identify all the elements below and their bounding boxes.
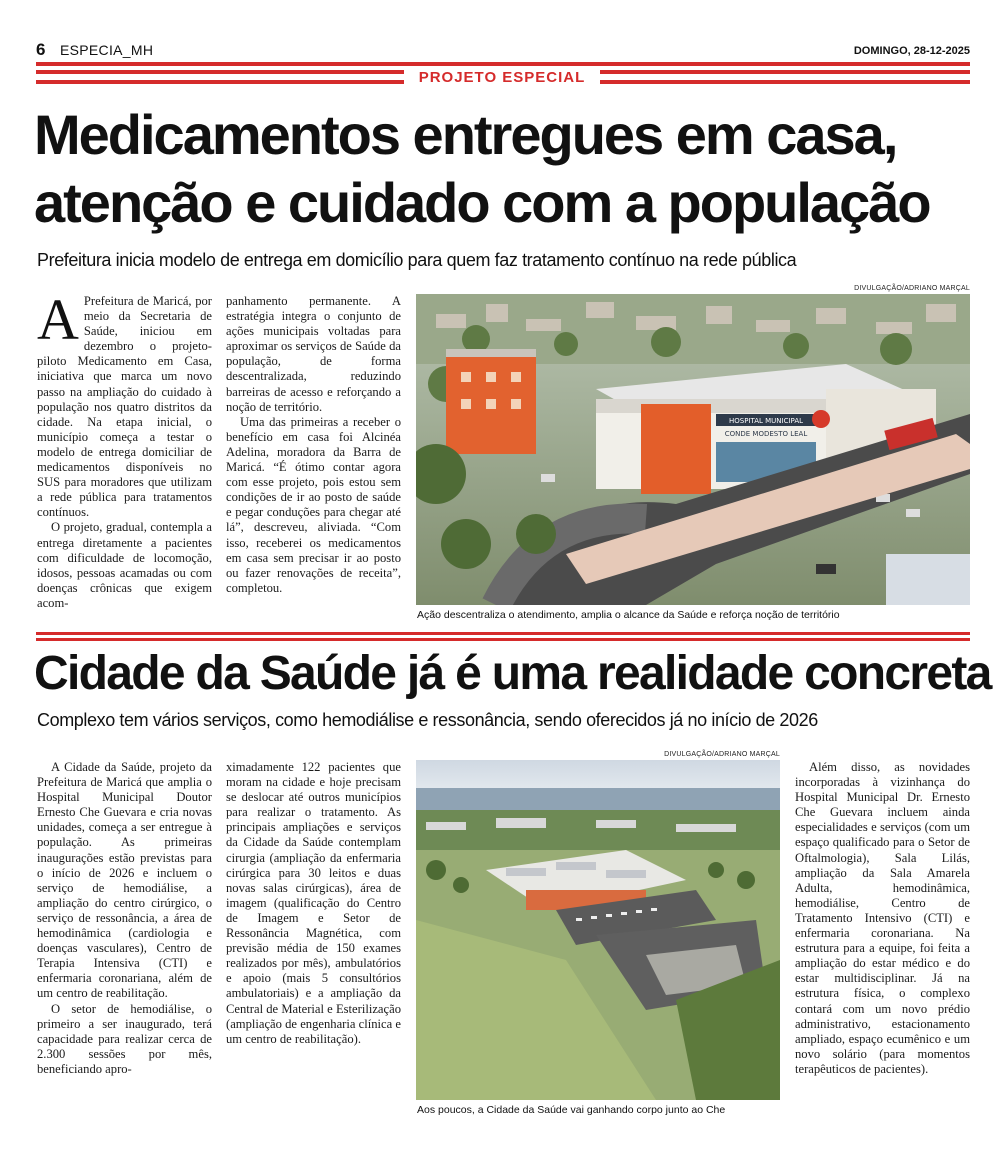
- story2-headline: Cidade da Saúde já é uma realidade concreta: [34, 647, 991, 700]
- hospital-sign-line2: CONDE MODESTO LEAL: [724, 430, 808, 438]
- story-divider-top: [36, 632, 970, 635]
- story1-col2-paragraph-1: panhamento permanente. A estratégia integra o conjunto de ações municipais voltadas para aproximar os serviços de Saúde da população, de forma descentralizada, reduzindo barreiras de acesso e reforçando a noção de território.: [226, 294, 401, 414]
- story1-col2-paragraph-2: Uma das primeiras a receber o benefício em casa foi Alcinéa Adelina, moradora da Barra de Maricá. “É ótimo contar agora com esse projeto, pois estou sem condições de ir ao posto de saúde e pegar conduções para chegar até lá”, descreveu, aliviada. “Com isso, receberei os medicamentos em casa sem precisar ir ao posto ou fazer renovações de receita”, completou.: [226, 414, 401, 595]
- cidade-da-saude-illustration: [416, 760, 780, 1100]
- story2-col1-paragraph-2: O setor de hemodiálise, o primeiro a ser inaugurado, terá capacidade para realizar cerca de 2.300 sessões por mês, beneficiando apro-: [37, 1001, 212, 1076]
- story2-col1-paragraph-1: A Cidade da Saúde, projeto da Prefeitura de Maricá que amplia o Hospital Municipal Doutor Ernesto Che Guevara e cria novas unidades, começa a ser entregue à população. As primeiras inaugurações estão previstas para o início de 2026 e incluem o serviço de hemodiálise, a ampliação do centro cirúrgico, o serviço de ressonância, a área de hemodinâmica (cardiologia e doenças vasculares), Centro de Terapia Intensiva (CTI) e enfermaria coronariana, além de um centro de reabilitação.: [37, 760, 212, 1001]
- hospital-sign-line1: HOSPITAL MUNICIPAL: [728, 417, 804, 425]
- story1-subhead: Prefeitura inicia modelo de entrega em domicílio para quem faz tratamento contínuo na rede pública: [37, 250, 797, 270]
- story2-column-1: [37, 760, 212, 1077]
- story1-headline-line1: Medicamentos entregues em casa,: [34, 103, 897, 166]
- hospital-aerial-illustration: [416, 294, 970, 605]
- section-name: ESPECIA_MH: [60, 42, 154, 58]
- dropcap: A: [37, 287, 79, 352]
- story2-subhead: Complexo tem vários serviços, como hemodiálise e ressonância, sendo oferecidos já no início de 2026: [37, 710, 818, 730]
- story2-col3-paragraph-1: Além disso, as novidades incorporadas à vizinhança do Hospital Municipal Dr. Ernesto Che Guevara incluem ainda especialidades e serviços (com um espaço qualificado para o Setor de Oftalmologia), Sala Lilás, ampliação da Sala Amarela Adulta, hemodinâmica, hemodiálise, Centro de Tratamento Intensivo (CTI) e enfermaria coronariana. Na estrutura para a equipe, foi feita a ampliação do estar médico e do estar multidisciplinar. Já na estrutura física, o complexo contará com um novo prédio administrativo, estacionamento ampliado, espaço ecumênico e um novo solário (para momentos terapêuticos de pacientes).: [795, 760, 970, 1076]
- story2-column-2: [226, 760, 401, 1047]
- story2-photo-caption: Aos poucos, a Cidade da Saúde vai ganhando corpo junto ao Che: [417, 1104, 726, 1116]
- cidade-da-saude-aerial-photo: [416, 760, 780, 1100]
- story1-photo-credit: DIVULGAÇÃO/ADRIANO MARÇAL: [854, 285, 970, 292]
- hospital-aerial-photo: [416, 294, 970, 605]
- story1-headline-line2: atenção e cuidado com a população: [34, 171, 930, 234]
- story1-column-2: [226, 294, 401, 596]
- story1-col1-paragraph-1: Prefeitura de Maricá, por meio da Secretaria de Saúde, iniciou em dezembro o projeto-piloto Medicamento em Casa, iniciativa que marca um novo passo na ampliação do cuidado à população nos quatro distritos da cidade. Na etapa inicial, o município começa a testar o modelo de entrega domiciliar de medicamentos disponíveis no SUS para moradores que utilizam a rede pública para tratamentos contínuos.: [37, 294, 212, 520]
- story2-column-3: [795, 760, 970, 1077]
- story2-col2-paragraph-1: ximadamente 122 pacientes que moram na cidade e hoje precisam se deslocar até outros municípios para realizar o tratamento. As principais ampliações e serviços da Cidade da Saúde contemplam cirurgia (ampliação da enfermaria cirúrgica para 30 leitos e duas novas salas cirúrgicas), área de imagem (qualificação do Centro de Imagem e Setor de Ressonância Magnética, com previsão média de 150 exames realizados por mês), ambulatórios e apoio (mais 5 consultórios ambulatoriais) e a ampliação da Central de Material e Esterilização (ampliação de engenharia clínica e um centro de reabilitação).: [226, 760, 401, 1046]
- story-divider-bottom: [36, 638, 970, 641]
- story1-column-1: [37, 287, 212, 611]
- story2-photo-credit: DIVULGAÇÃO/ADRIANO MARÇAL: [664, 751, 780, 758]
- edition-date: DOMINGO, 28-12-2025: [853, 45, 970, 57]
- page-number: 6: [36, 40, 46, 59]
- story1-photo-caption: Ação descentraliza o atendimento, amplia o alcance da Saúde e reforça noção de território: [417, 609, 840, 621]
- story1-col1-paragraph-2: O projeto, gradual, contempla a entrega diretamente a pacientes com dificuldade de locomoção, idosos, pessoas acamadas ou com doenças crônicas que exigem acom-: [37, 520, 212, 610]
- section-tag: PROJETO ESPECIAL: [404, 66, 600, 90]
